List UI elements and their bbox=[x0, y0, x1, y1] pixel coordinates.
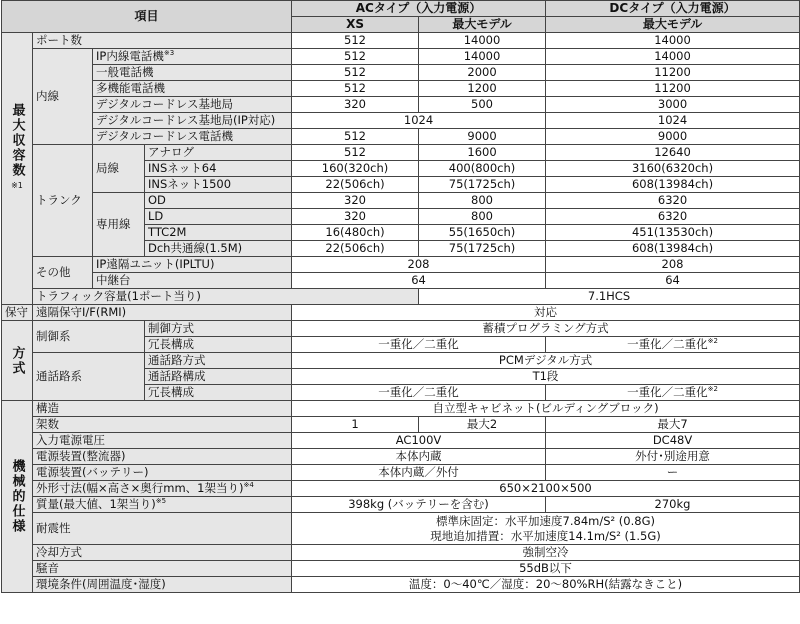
method-dc: 一重化／二重化$^{※2}$ bbox=[546, 385, 800, 401]
mech-value: 強制空冷 bbox=[292, 545, 800, 561]
mech-dc: 最大7 bbox=[546, 417, 800, 433]
method-ac: 一重化／二重化 bbox=[292, 337, 546, 353]
ext-ac: 9000 bbox=[419, 129, 546, 145]
ext-ac: 500 bbox=[419, 97, 546, 113]
mech-value: 自立型キャビネット(ビルディングブロック) bbox=[292, 401, 800, 417]
mech-row-label: 構造 bbox=[33, 401, 292, 417]
ext-ac: 1200 bbox=[419, 81, 546, 97]
other-row-label: 中継台 bbox=[93, 273, 292, 289]
header-xs: XS bbox=[292, 17, 419, 33]
seismic-line-1: 標準床固定：水平加速度7.84m/S² (0.8G) bbox=[436, 513, 655, 528]
ext-row-label: デジタルコードレス基地局(IP対応) bbox=[93, 113, 292, 129]
trunk-dc: 12640 bbox=[546, 145, 800, 161]
trunk-ac: 1600 bbox=[419, 145, 546, 161]
trunk-ac: 800 bbox=[419, 193, 546, 209]
local-line-label: 局線 bbox=[93, 145, 145, 193]
ext-ac: 2000 bbox=[419, 65, 546, 81]
ext-dc: 9000 bbox=[546, 129, 800, 145]
method-row-label: 冗長構成 bbox=[145, 337, 292, 353]
method-row-label: 冗長構成 bbox=[145, 385, 292, 401]
other-label: その他 bbox=[33, 257, 93, 289]
trunk-xs: 22(506ch) bbox=[292, 241, 419, 257]
trunk-xs: 160(320ch) bbox=[292, 161, 419, 177]
method-value: PCMデジタル方式 bbox=[292, 353, 800, 369]
ext-xs: 512 bbox=[292, 49, 419, 65]
ext-ac: 14000 bbox=[419, 49, 546, 65]
trunk-row-label: OD bbox=[145, 193, 292, 209]
mech-ac: 最大2 bbox=[419, 417, 546, 433]
trunk-ac: 800 bbox=[419, 209, 546, 225]
mech-row-label: 架数 bbox=[33, 417, 292, 433]
trunk-dc: 608(13984ch) bbox=[546, 177, 800, 193]
maint-label: 保守 bbox=[2, 305, 33, 321]
other-ac: 208 bbox=[292, 257, 546, 273]
trunk-dc: 6320 bbox=[546, 193, 800, 209]
ext-dc: 1024 bbox=[546, 113, 800, 129]
mech-dc: 270kg bbox=[546, 497, 800, 513]
ext-row-label: IP内線電話機$^{※3}$ bbox=[93, 49, 292, 65]
ports-ac: 14000 bbox=[419, 33, 546, 49]
ext-dc: 11200 bbox=[546, 81, 800, 97]
mech-row-label: 冷却方式 bbox=[33, 545, 292, 561]
mech-dc: DC48V bbox=[546, 433, 800, 449]
ext-row-label: 多機能電話機 bbox=[93, 81, 292, 97]
ports-dc: 14000 bbox=[546, 33, 800, 49]
trunk-row-label: INSネット1500 bbox=[145, 177, 292, 193]
private-line-label: 専用線 bbox=[93, 193, 145, 257]
spec-table bbox=[1, 0, 800, 593]
ext-row-label: デジタルコードレス基地局 bbox=[93, 97, 292, 113]
method-row-label: 通話路方式 bbox=[145, 353, 292, 369]
trunk-row-label: Dch共通線(1.5M) bbox=[145, 241, 292, 257]
trunk-dc: 6320 bbox=[546, 209, 800, 225]
mech-dc: ー bbox=[546, 465, 800, 481]
path-label: 通話路系 bbox=[33, 353, 145, 401]
control-label: 制御系 bbox=[33, 321, 145, 353]
trunk-xs: 320 bbox=[292, 209, 419, 225]
ports-xs: 512 bbox=[292, 33, 419, 49]
method-dc: 一重化／二重化$^{※2}$ bbox=[546, 337, 800, 353]
mech-ac: 本体内蔵／外付 bbox=[292, 465, 546, 481]
trunk-row-label: LD bbox=[145, 209, 292, 225]
mech-ac: 398kg (バッテリーを含む) bbox=[292, 497, 546, 513]
mech-row-label: 電源装置(整流器) bbox=[33, 449, 292, 465]
mech-dc: 外付･別途用意 bbox=[546, 449, 800, 465]
capacity-note: ※1 bbox=[11, 181, 23, 190]
method-title: 方式 bbox=[2, 321, 33, 401]
other-row-label: IP遠隔ユニット(IPLTU) bbox=[93, 257, 292, 273]
ext-row-label: デジタルコードレス電話機 bbox=[93, 129, 292, 145]
ext-row-label: 一般電話機 bbox=[93, 65, 292, 81]
mech-row-label: 環境条件(周囲温度･湿度) bbox=[33, 577, 292, 593]
method-value: 蓄積プログラミング方式 bbox=[292, 321, 800, 337]
mech-row-label: 質量(最大値、1架当り)$^{※5}$ bbox=[33, 497, 292, 513]
ext-dc: 3000 bbox=[546, 97, 800, 113]
ext-dc: 11200 bbox=[546, 65, 800, 81]
header-ac-max: 最大モデル bbox=[419, 17, 546, 33]
header-ac: ACタイプ（入力電源） bbox=[292, 1, 546, 17]
header-dc: DCタイプ（入力電源） bbox=[546, 1, 800, 17]
capacity-title: 最大収容数 bbox=[9, 103, 25, 178]
seismic-line-2: 現地追加措置：水平加速度14.1m/S² (1.5G) bbox=[430, 528, 661, 543]
maint-value: 対応 bbox=[292, 305, 800, 321]
other-dc: 64 bbox=[546, 273, 800, 289]
ext-dc: 14000 bbox=[546, 49, 800, 65]
trunk-dc: 3160(6320ch) bbox=[546, 161, 800, 177]
trunk-ac: 75(1725ch) bbox=[419, 177, 546, 193]
trunk-xs: 22(506ch) bbox=[292, 177, 419, 193]
ext-xs: 512 bbox=[292, 81, 419, 97]
traffic-label: トラフィック容量(1ポート当り) bbox=[33, 289, 419, 305]
trunk-ac: 400(800ch) bbox=[419, 161, 546, 177]
mech-value: 温度：0～40℃／湿度：20～80%RH(結露なきこと) bbox=[292, 577, 800, 593]
ext-xs: 512 bbox=[292, 129, 419, 145]
trunk-dc: 451(13530ch) bbox=[546, 225, 800, 241]
mech-value: 650×2100×500 bbox=[292, 481, 800, 497]
trunk-row-label: TTC2M bbox=[145, 225, 292, 241]
mech-row-label: 外形寸法(幅×高さ×奥行mm、1架当り)$^{※4}$ bbox=[33, 481, 292, 497]
header-dc-max: 最大モデル bbox=[546, 17, 800, 33]
mech-row-label: 騒音 bbox=[33, 561, 292, 577]
trunk-label: トランク bbox=[33, 145, 93, 257]
ext-ac-span: 1024 bbox=[292, 113, 546, 129]
trunk-xs: 320 bbox=[292, 193, 419, 209]
trunk-xs: 16(480ch) bbox=[292, 225, 419, 241]
traffic-value: 7.1HCS bbox=[419, 289, 800, 305]
method-row-label: 通話路構成 bbox=[145, 369, 292, 385]
trunk-row-label: アナログ bbox=[145, 145, 292, 161]
method-row-label: 制御方式 bbox=[145, 321, 292, 337]
mech-row-label: 電源装置(バッテリー) bbox=[33, 465, 292, 481]
method-ac: 一重化／二重化 bbox=[292, 385, 546, 401]
trunk-ac: 55(1650ch) bbox=[419, 225, 546, 241]
mech-value: 55dB以下 bbox=[292, 561, 800, 577]
maint-sub: 遠隔保守I/F(RMI) bbox=[33, 305, 292, 321]
mech-row-label: 耐震性 bbox=[33, 513, 292, 545]
ext-xs: 320 bbox=[292, 97, 419, 113]
mech-row-label: 入力電源電圧 bbox=[33, 433, 292, 449]
mech-ac: 本体内蔵 bbox=[292, 449, 546, 465]
ext-label: 内線 bbox=[33, 49, 93, 145]
trunk-ac: 75(1725ch) bbox=[419, 241, 546, 257]
trunk-row-label: INSネット64 bbox=[145, 161, 292, 177]
other-ac: 64 bbox=[292, 273, 546, 289]
capacity-title-cell bbox=[2, 33, 33, 305]
mech-value bbox=[292, 513, 800, 545]
mech-title: 機械的仕様 bbox=[2, 401, 33, 593]
method-value: T1段 bbox=[292, 369, 800, 385]
ext-xs: 512 bbox=[292, 65, 419, 81]
trunk-xs: 512 bbox=[292, 145, 419, 161]
mech-xs: 1 bbox=[292, 417, 419, 433]
mech-ac: AC100V bbox=[292, 433, 546, 449]
ports-label: ポート数 bbox=[33, 33, 292, 49]
other-dc: 208 bbox=[546, 257, 800, 273]
header-item: 項目 bbox=[2, 1, 292, 33]
trunk-dc: 608(13984ch) bbox=[546, 241, 800, 257]
